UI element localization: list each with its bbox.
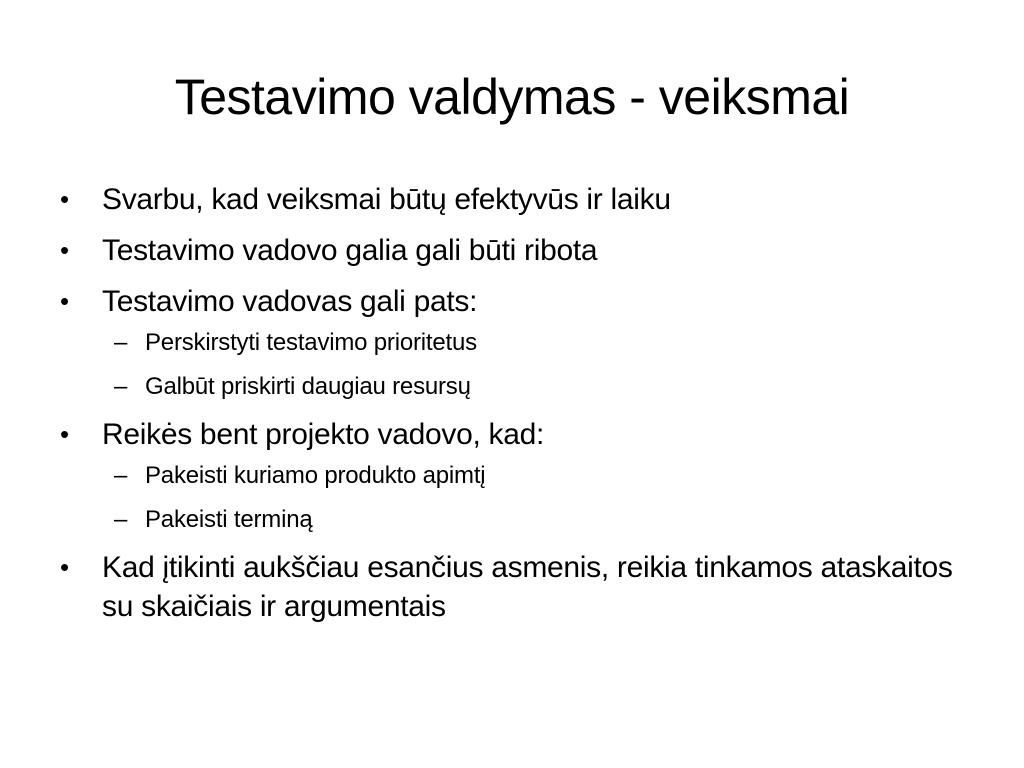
bullet-icon: • — [60, 286, 69, 316]
dash-icon: – — [114, 506, 128, 533]
bullet-text: Kad įtikinti aukščiau esančius asmenis, reikia tinkamos ataskaitos su skaičiais ir argumentais — [102, 551, 953, 623]
bullet-item — [58, 231, 978, 270]
bullet-item — [58, 415, 978, 454]
slide-body — [58, 180, 978, 638]
dash-icon: – — [114, 462, 128, 489]
sub-bullet-text: Pakeisti terminą — [145, 506, 313, 533]
sub-bullet-item — [58, 504, 978, 536]
dash-icon: – — [114, 373, 128, 400]
sub-bullet-text: Galbūt priskirti daugiau resursų — [145, 373, 471, 400]
bullet-item — [58, 282, 978, 321]
bullet-item — [58, 180, 978, 219]
bullet-icon: • — [60, 235, 69, 265]
slide-title: Testavimo valdymas - veiksmai — [174, 69, 850, 125]
sub-bullet-item — [58, 327, 978, 359]
bullet-text: Testavimo vadovas gali pats: — [102, 285, 478, 318]
bullet-text: Reikės bent projekto vadovo, kad: — [102, 418, 545, 451]
bullet-icon: • — [60, 184, 69, 214]
bullet-icon: • — [60, 552, 69, 582]
sub-bullet-item — [58, 371, 978, 403]
sub-bullet-item — [58, 460, 978, 492]
sub-bullet-text: Pakeisti kuriamo produkto apimtį — [145, 462, 486, 489]
bullet-text: Svarbu, kad veiksmai būtų efektyvūs ir laiku — [102, 183, 671, 216]
bullet-item — [58, 548, 978, 626]
dash-icon: – — [114, 329, 128, 356]
bullet-icon: • — [60, 419, 69, 449]
bullet-text: Testavimo vadovo galia gali būti ribota — [102, 234, 598, 267]
sub-bullet-text: Perskirstyti testavimo prioritetus — [145, 329, 477, 356]
